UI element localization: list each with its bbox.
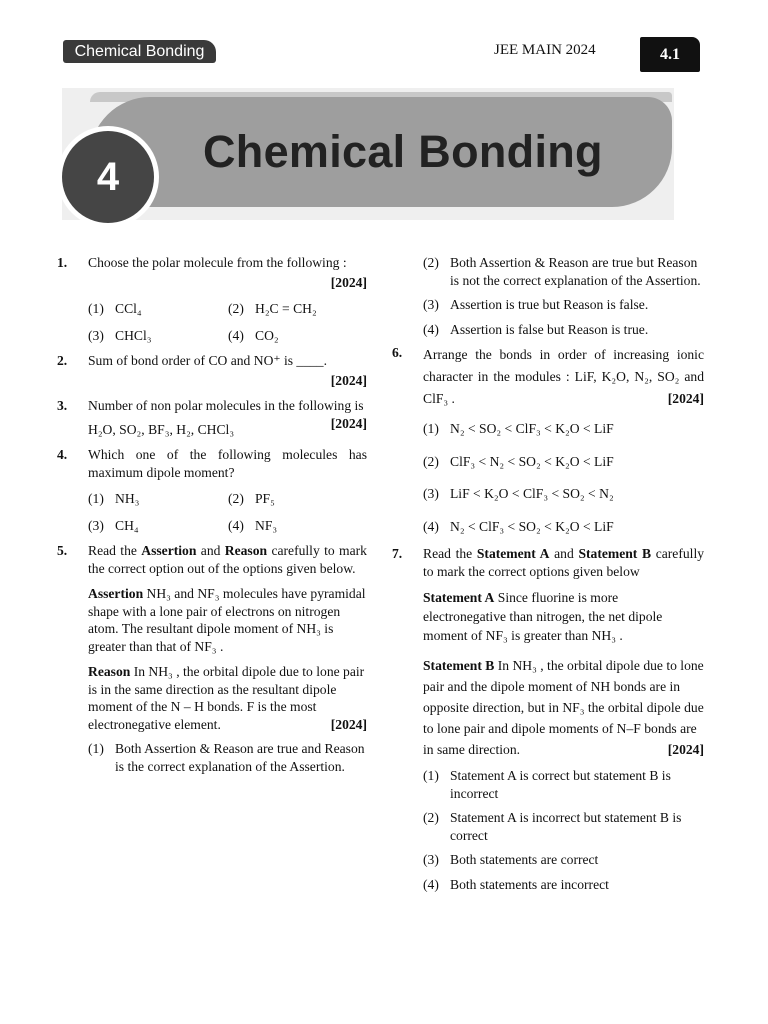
option-number: (4): [423, 321, 439, 337]
statement-b-label: Statement B: [423, 658, 495, 673]
chapter-number: 4: [62, 131, 154, 223]
option[interactable]: [228, 327, 368, 345]
left-column: [57, 254, 367, 783]
question-number: 4.: [57, 447, 68, 462]
text-bold: Assertion: [141, 543, 197, 558]
question-number: 3.: [57, 398, 68, 413]
question-number: 6.: [392, 345, 403, 360]
chapter-title: Chemical Bonding: [203, 126, 603, 177]
option-text: CCl₄: [115, 301, 142, 316]
right-column: [392, 254, 704, 901]
question-4: [57, 446, 367, 534]
question-number: 1.: [57, 255, 68, 270]
option[interactable]: [88, 517, 228, 535]
option-text: CHCl₃: [115, 327, 152, 343]
option-text: Statement A is correct but statement B is incorrect: [450, 768, 671, 801]
statement-a-label: Statement A: [423, 590, 495, 605]
option-text: Assertion is true but Reason is false.: [450, 297, 649, 312]
question-text: Which one of the following molecules has maximum dipole moment?: [88, 447, 367, 480]
text-part: and: [549, 546, 579, 561]
statement-a-paragraph: [423, 588, 704, 645]
option-number: (2): [423, 810, 439, 825]
page-number: 4.1: [640, 37, 700, 72]
option-text: Both statements are incorrect: [450, 876, 609, 892]
question-5-continued: [392, 254, 704, 338]
option[interactable]: [228, 300, 368, 318]
option-text: NF₃: [255, 517, 278, 533]
statement-a-text: Since fluorine is more electronegative than nitrogen, the net dipole moment of NF₃ is greater than NH₃ .: [423, 590, 663, 643]
exam-label: JEE MAIN 2024: [494, 42, 596, 58]
option-text: CO₂: [255, 327, 279, 343]
option[interactable]: [423, 851, 704, 869]
option[interactable]: [423, 420, 704, 438]
option-number: (1): [88, 741, 104, 756]
option-number: (2): [228, 301, 244, 316]
text-part: carefully to mark the correct option out of the options given below.: [88, 543, 367, 576]
option-number: (2): [423, 453, 439, 469]
question-text: [423, 545, 704, 580]
option-number: (1): [423, 421, 439, 436]
text-part: Read the: [88, 543, 142, 558]
question-7: [392, 545, 704, 893]
option-number: (1): [88, 301, 104, 316]
formula-list: H₂O, SO₂, BF₃, H₂, CHCl₃: [88, 421, 235, 437]
option-text: CH₄: [115, 517, 139, 533]
option-text: Assertion is false but Reason is true.: [450, 321, 649, 337]
option-number: (4): [423, 876, 439, 892]
option-text: PF₅: [255, 491, 275, 506]
option-text: ClF₃ < N₂ < SO₂ < K₂O < LiF: [450, 453, 614, 469]
assertion-label: Assertion: [88, 586, 144, 601]
option[interactable]: [88, 740, 367, 775]
option[interactable]: [88, 300, 228, 318]
question-text: Sum of bond order of CO and NO⁺ is ____.: [88, 353, 328, 368]
option-number: (4): [423, 518, 439, 534]
option[interactable]: [423, 296, 704, 314]
statement-b-text: In NH₃ , the orbital dipole due to lone pair and the dipole moment of NH bonds are in opposite direction, but in NF₃ the orbital dipole due to lone pair and dipole moments of N–F bonds are in same direction.: [423, 658, 704, 757]
option[interactable]: [423, 809, 704, 844]
question-text: [88, 542, 367, 577]
year-tag: [2024]: [330, 415, 367, 431]
text-bold: Reason: [224, 543, 268, 558]
year-tag: [2024]: [330, 274, 367, 290]
option[interactable]: [423, 876, 704, 894]
text-part: Read the: [423, 546, 477, 561]
year-tag: [2024]: [330, 716, 367, 732]
reason-paragraph: [88, 663, 367, 733]
question-text-body: Arrange the bonds in order of increasing ionic character in the modules : LiF, K₂O, N₂, SO₂ and ClF₃ .: [423, 347, 704, 406]
options-grid: [88, 300, 367, 344]
option-number: (3): [88, 517, 104, 533]
question-1: [57, 254, 367, 344]
options-grid: [88, 490, 367, 534]
option[interactable]: [228, 490, 368, 508]
option-number: (3): [423, 852, 439, 867]
question-6: [392, 344, 704, 535]
question-number: 2.: [57, 353, 68, 368]
reason-label: Reason: [88, 664, 131, 679]
year-tag: [2024]: [330, 372, 367, 388]
option-text: Both Assertion & Reason are true but Reason is not the correct explanation of the Assertion.: [450, 255, 701, 288]
option-text: Both statements are correct: [450, 852, 599, 867]
question-text-body: Number of non polar molecules in the following is: [88, 398, 364, 413]
option[interactable]: [423, 485, 704, 503]
year-tag: [2024]: [667, 391, 704, 406]
option[interactable]: [88, 327, 228, 345]
option-number: (3): [88, 327, 104, 343]
year-tag: [2024]: [667, 742, 704, 757]
option-number: (4): [228, 327, 244, 343]
option-number: (4): [228, 517, 244, 533]
option[interactable]: [423, 767, 704, 802]
option-text: Statement A is incorrect but statement B is correct: [450, 810, 682, 843]
statement-b-paragraph: [423, 655, 704, 760]
option[interactable]: [88, 490, 228, 508]
assertion-text: NH₃ and NF₃ molecules have pyramidal shape with a lone pair of electrons on nitrogen atom. The resultant dipole moment of NH₃ is greater than that of NF₃ .: [88, 586, 366, 654]
option[interactable]: [423, 254, 704, 289]
reason-text: In NH₃ , the orbital dipole due to lone pair is in the same direction as the resultant dipole moment of the N – H bonds. F is the most electronegative element.: [88, 664, 365, 732]
option-text: H₂C = CH₂: [255, 301, 317, 316]
option-text: N₂ < SO₂ < ClF₃ < K₂O < LiF: [450, 421, 614, 436]
text-bold: Statement B: [578, 546, 652, 561]
text-part: and: [196, 543, 225, 558]
text-part: carefully to mark the correct options given below: [423, 546, 705, 579]
chapter-tag: Chemical Bonding: [63, 40, 216, 63]
question-text: [423, 344, 704, 410]
question-number: 5.: [57, 543, 68, 558]
question-2: [57, 352, 367, 389]
question-number: 7.: [392, 546, 403, 561]
option[interactable]: [423, 453, 704, 471]
option-text: LiF < K₂O < ClF₃ < SO₂ < N₂: [450, 486, 614, 501]
option-number: (3): [423, 486, 439, 501]
question-3: [57, 397, 367, 438]
assertion-paragraph: [88, 585, 367, 655]
option[interactable]: [423, 321, 704, 339]
option-number: (2): [228, 491, 244, 506]
text-bold: Statement A: [476, 546, 550, 561]
option[interactable]: [228, 517, 368, 535]
option-number: (2): [423, 255, 439, 270]
option-text: Both Assertion & Reason are true and Reason is the correct explanation of the Assertion.: [115, 741, 365, 774]
option[interactable]: [423, 518, 704, 536]
option-text: NH₃: [115, 491, 140, 506]
option-text: N₂ < ClF₃ < SO₂ < K₂O < LiF: [450, 518, 614, 534]
option-number: (1): [423, 768, 439, 783]
question-text: Choose the polar molecule from the following :: [88, 255, 347, 270]
question-5: [57, 542, 367, 775]
option-number: (1): [88, 491, 104, 506]
option-number: (3): [423, 297, 439, 312]
